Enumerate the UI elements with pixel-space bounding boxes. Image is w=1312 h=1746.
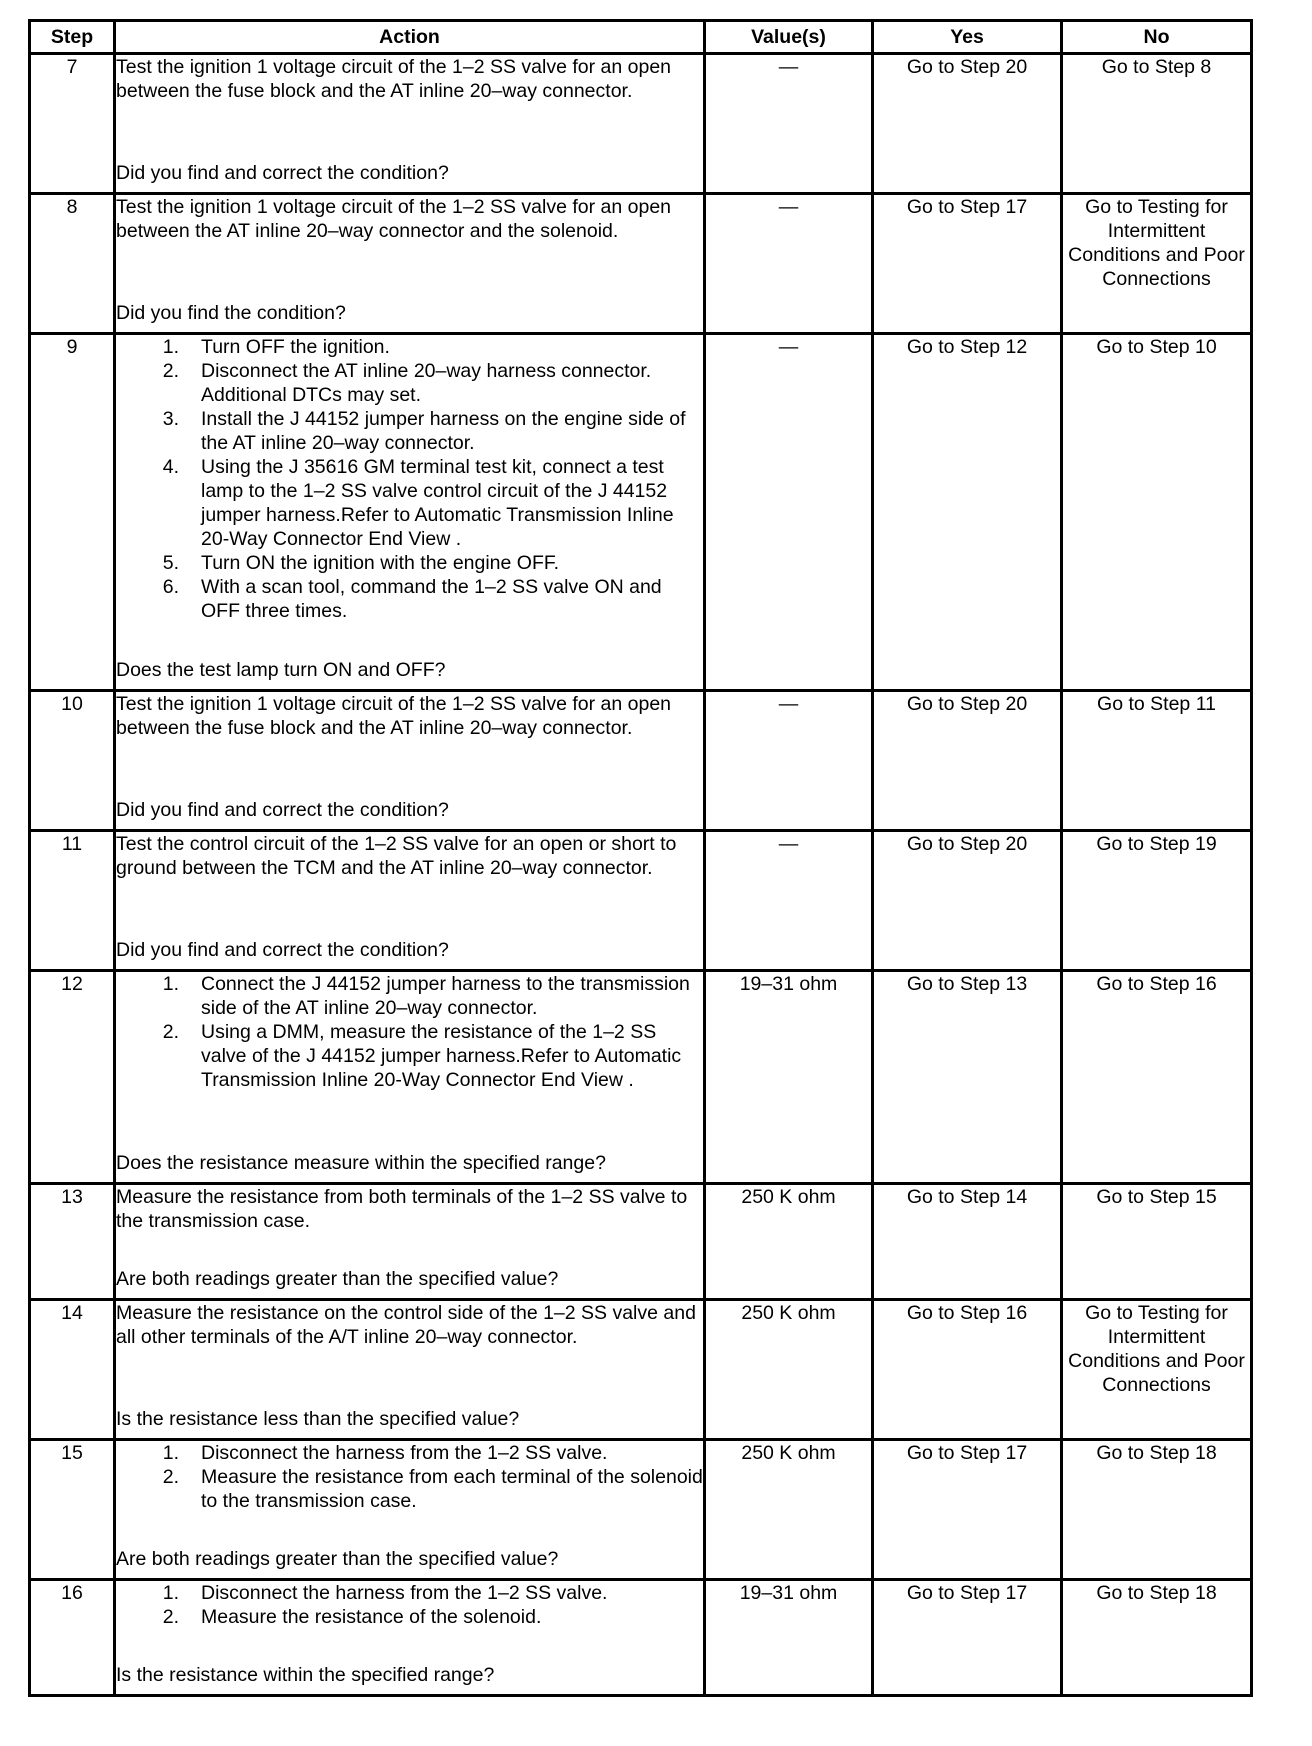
action-step-item: [116, 1581, 703, 1605]
action-question: Is the resistance within the specified range?: [116, 1664, 495, 1686]
value-cell: 250 K ohm: [705, 1184, 873, 1300]
header-no: No: [1062, 21, 1252, 54]
header-values: Value(s): [705, 21, 873, 54]
action-description: Test the control circuit of the 1–2 SS valve for an open or short to ground between the TCM and the AT inline 20–way connector.: [116, 833, 677, 879]
action-step-text: Turn ON the ignition with the engine OFF.: [201, 552, 560, 574]
action-step-item: [116, 359, 703, 407]
action-content: [116, 335, 703, 682]
action-cell: [115, 1440, 705, 1580]
action-step-number: 2.: [162, 1021, 179, 1043]
action-content: [116, 55, 703, 185]
action-cell: [115, 1300, 705, 1440]
action-content: [116, 1301, 703, 1431]
yes-cell: Go to Step 12: [873, 334, 1062, 691]
action-step-item: [116, 1465, 703, 1513]
value-cell: 250 K ohm: [705, 1300, 873, 1440]
yes-cell: Go to Step 13: [873, 971, 1062, 1184]
action-step-text: Measure the resistance from each terminal of the solenoid to the transmission case.: [201, 1466, 703, 1512]
action-step-number: 1.: [162, 973, 179, 995]
action-cell: [115, 1184, 705, 1300]
action-step-number: 3.: [162, 408, 179, 430]
action-question: Are both readings greater than the specified value?: [116, 1268, 559, 1290]
yes-cell: Go to Step 20: [873, 54, 1062, 194]
action-step-text: Disconnect the harness from the 1–2 SS valve.: [201, 1582, 608, 1604]
action-description: Measure the resistance on the control side of the 1–2 SS valve and all other terminals of the A/T inline 20–way connector.: [116, 1302, 696, 1348]
action-step-item: [116, 1605, 703, 1629]
action-step-number: 5.: [162, 552, 179, 574]
no-cell: Go to Testing for Intermittent Conditions and Poor Connections: [1062, 1300, 1252, 1440]
value-cell: —: [705, 831, 873, 971]
value-cell: —: [705, 334, 873, 691]
table-row: [30, 194, 1252, 334]
action-question: Did you find and correct the condition?: [116, 162, 449, 184]
step-number: 13: [30, 1184, 115, 1300]
action-question: Does the test lamp turn ON and OFF?: [116, 659, 446, 681]
step-number: 12: [30, 971, 115, 1184]
action-description: Test the ignition 1 voltage circuit of the 1–2 SS valve for an open between the fuse block and the AT inline 20–way connector.: [116, 56, 672, 102]
yes-cell: Go to Step 20: [873, 691, 1062, 831]
no-cell: Go to Step 16: [1062, 971, 1252, 1184]
action-step-text: Disconnect the AT inline 20–way harness connector. Additional DTCs may set.: [201, 360, 652, 406]
action-question: Is the resistance less than the specified value?: [116, 1408, 520, 1430]
no-cell: Go to Step 11: [1062, 691, 1252, 831]
action-step-number: 6.: [162, 576, 179, 598]
action-cell: [115, 334, 705, 691]
step-number: 11: [30, 831, 115, 971]
action-step-item: [116, 335, 703, 359]
action-content: [116, 1185, 703, 1291]
action-cell: [115, 194, 705, 334]
action-content: [116, 972, 703, 1175]
yes-cell: Go to Step 14: [873, 1184, 1062, 1300]
step-number: 15: [30, 1440, 115, 1580]
action-step-item: [116, 407, 703, 455]
action-step-text: Turn OFF the ignition.: [201, 336, 390, 358]
action-step-number: 2.: [162, 360, 179, 382]
step-number: 8: [30, 194, 115, 334]
action-step-number: 4.: [162, 456, 179, 478]
action-step-number: 2.: [162, 1466, 179, 1488]
value-cell: 19–31 ohm: [705, 971, 873, 1184]
action-content: [116, 1441, 703, 1571]
action-description: Measure the resistance from both terminals of the 1–2 SS valve to the transmission case.: [116, 1186, 688, 1232]
action-step-number: 1.: [162, 1582, 179, 1604]
table-row: [30, 971, 1252, 1184]
header-action: Action: [115, 21, 705, 54]
action-steps-list: [116, 335, 703, 623]
no-cell: Go to Step 18: [1062, 1440, 1252, 1580]
action-step-text: Measure the resistance of the solenoid.: [201, 1606, 542, 1628]
action-cell: [115, 831, 705, 971]
no-cell: Go to Step 10: [1062, 334, 1252, 691]
table-row: [30, 691, 1252, 831]
action-step-number: 2.: [162, 1606, 179, 1628]
action-question: Did you find the condition?: [116, 302, 346, 324]
value-cell: —: [705, 194, 873, 334]
action-step-item: [116, 1020, 703, 1092]
action-step-text: Install the J 44152 jumper harness on the engine side of the AT inline 20–way connector.: [201, 408, 686, 454]
action-content: [116, 195, 703, 325]
action-cell: [115, 1580, 705, 1696]
step-number: 7: [30, 54, 115, 194]
diagnostic-table: [28, 19, 1253, 1697]
action-description: Test the ignition 1 voltage circuit of the 1–2 SS valve for an open between the AT inline 20–way connector and the solenoid.: [116, 196, 672, 242]
action-steps-list: [116, 1441, 703, 1513]
header-row: [30, 21, 1252, 54]
action-step-item: [116, 575, 703, 623]
header-yes: Yes: [873, 21, 1062, 54]
action-step-text: With a scan tool, command the 1–2 SS valve ON and OFF three times.: [201, 576, 662, 622]
action-content: [116, 1581, 703, 1687]
action-question: Does the resistance measure within the specified range?: [116, 1152, 606, 1174]
action-cell: [115, 691, 705, 831]
header-step: Step: [30, 21, 115, 54]
step-number: 14: [30, 1300, 115, 1440]
table-body: [30, 54, 1252, 1696]
table-row: [30, 1440, 1252, 1580]
no-cell: Go to Testing for Intermittent Conditions and Poor Connections: [1062, 194, 1252, 334]
action-step-item: [116, 1441, 703, 1465]
action-step-number: 1.: [162, 1442, 179, 1464]
yes-cell: Go to Step 16: [873, 1300, 1062, 1440]
table-row: [30, 1300, 1252, 1440]
action-step-item: [116, 972, 703, 1020]
action-cell: [115, 971, 705, 1184]
value-cell: —: [705, 691, 873, 831]
action-step-item: [116, 551, 703, 575]
yes-cell: Go to Step 17: [873, 194, 1062, 334]
action-question: Did you find and correct the condition?: [116, 939, 449, 961]
action-step-number: 1.: [162, 336, 179, 358]
value-cell: 19–31 ohm: [705, 1580, 873, 1696]
value-cell: —: [705, 54, 873, 194]
yes-cell: Go to Step 17: [873, 1580, 1062, 1696]
action-steps-list: [116, 972, 703, 1092]
action-description: Test the ignition 1 voltage circuit of the 1–2 SS valve for an open between the fuse block and the AT inline 20–way connector.: [116, 693, 672, 739]
no-cell: Go to Step 18: [1062, 1580, 1252, 1696]
no-cell: Go to Step 8: [1062, 54, 1252, 194]
action-question: Are both readings greater than the specified value?: [116, 1548, 559, 1570]
action-step-text: Using the J 35616 GM terminal test kit, connect a test lamp to the 1–2 SS valve control circuit of the J 44152 jumper harness.Refer to Automatic Transmission Inline 20-Way Connector End View .: [201, 456, 674, 550]
step-number: 16: [30, 1580, 115, 1696]
table-row: [30, 1580, 1252, 1696]
table-row: [30, 831, 1252, 971]
no-cell: Go to Step 19: [1062, 831, 1252, 971]
action-step-text: Using a DMM, measure the resistance of the 1–2 SS valve of the J 44152 jumper harness.Refer to Automatic Transmission Inline 20-Way Connector End View .: [201, 1021, 682, 1091]
yes-cell: Go to Step 17: [873, 1440, 1062, 1580]
action-content: [116, 832, 703, 962]
action-question: Did you find and correct the condition?: [116, 799, 449, 821]
table-row: [30, 54, 1252, 194]
table-row: [30, 334, 1252, 691]
value-cell: 250 K ohm: [705, 1440, 873, 1580]
action-steps-list: [116, 1581, 703, 1629]
action-step-item: [116, 455, 703, 551]
yes-cell: Go to Step 20: [873, 831, 1062, 971]
action-step-text: Disconnect the harness from the 1–2 SS valve.: [201, 1442, 608, 1464]
no-cell: Go to Step 15: [1062, 1184, 1252, 1300]
action-content: [116, 692, 703, 822]
step-number: 10: [30, 691, 115, 831]
step-number: 9: [30, 334, 115, 691]
action-step-text: Connect the J 44152 jumper harness to the transmission side of the AT inline 20–way connector.: [201, 973, 690, 1019]
table-row: [30, 1184, 1252, 1300]
action-cell: [115, 54, 705, 194]
